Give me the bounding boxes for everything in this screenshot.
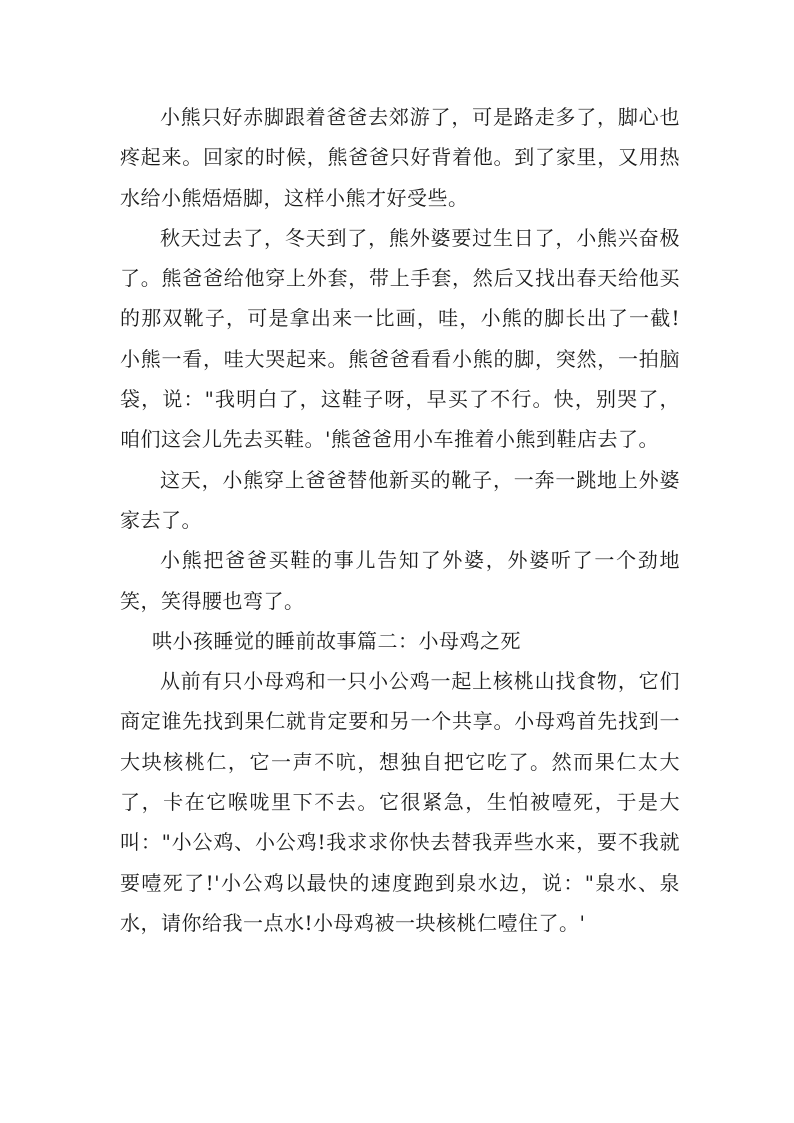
paragraph-4: 小熊把爸爸买鞋的事儿告知了外婆，外婆听了一个劲地笑，笑得腰也弯了。 [120, 548, 680, 613]
document-body [120, 97, 680, 943]
paragraph-5: 从前有只小母鸡和一只小公鸡一起上核桃山找食物，它们商定谁先找到果仁就肯定要和另一个共享。小母鸡首先找到一大块核桃仁，它一声不吭，想独自把它吃了。然而果仁太大了，卡在它喉咙里下不去。它很紧急，生怕被噎死，于是大叫："小公鸡、小公鸡!我求求你快去替我弄些水来，要不我就要噎死了!'小公鸡以最快的速度跑到泉水边，说："泉水、泉水，请你给我一点水!小母鸡被一块核桃仁噎住了。' [120, 669, 680, 935]
paragraph-1: 小熊只好赤脚跟着爸爸去郊游了，可是路走多了，脚心也疼起来。回家的时候，熊爸爸只好背着他。到了家里，又用热水给小熊焐焐脚，这样小熊才好受些。 [120, 105, 680, 210]
section-heading: 哄小孩睡觉的睡前故事篇二：小母鸡之死 [152, 628, 521, 653]
paragraph-2: 秋天过去了，冬天到了，熊外婆要过生日了，小熊兴奋极了。熊爸爸给他穿上外套，带上手套，然后又找出春天给他买的那双靴子，可是拿出来一比画，哇，小熊的脚长出了一截!小熊一看，哇大哭起来。熊爸爸看看小熊的脚，突然，一拍脑袋，说："我明白了，这鞋子呀，早买了不行。快，别哭了，咱们这会儿先去买鞋。'熊爸爸用小车推着小熊到鞋店去了。 [120, 225, 680, 452]
paragraph-3: 这天，小熊穿上爸爸替他新买的靴子，一奔一跳地上外婆家去了。 [120, 467, 680, 532]
